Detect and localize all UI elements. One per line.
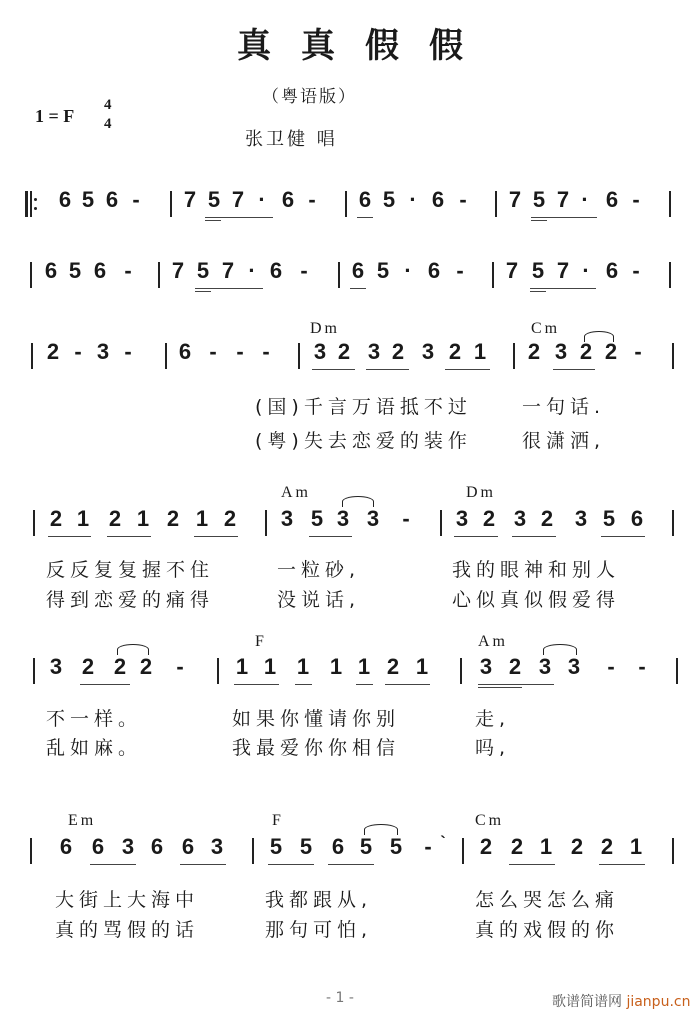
repeat-start-sign xyxy=(25,191,35,217)
note: 5 xyxy=(299,834,313,859)
page-number: - 1 - xyxy=(326,990,354,1006)
chord-label: Em xyxy=(68,812,97,829)
underline xyxy=(80,684,130,685)
note: 1 xyxy=(415,654,429,679)
note: 5 xyxy=(68,258,82,283)
dot: · xyxy=(581,187,589,212)
note: 1 xyxy=(357,654,371,679)
note: 6 xyxy=(59,834,73,859)
note: 2 xyxy=(510,834,524,859)
note: 6 xyxy=(351,258,365,283)
note: 5 xyxy=(269,834,283,859)
tie-slur xyxy=(117,644,149,655)
barline xyxy=(440,510,442,536)
note: 3 xyxy=(49,654,63,679)
tie-slur xyxy=(342,496,374,507)
singer-credit: 张卫健 唱 xyxy=(245,129,338,150)
note: 2 xyxy=(391,339,405,364)
dot: · xyxy=(248,258,256,283)
note: 1 xyxy=(296,654,310,679)
barline xyxy=(345,191,347,217)
barline xyxy=(338,262,340,288)
note: 5 xyxy=(532,187,546,212)
dash: - xyxy=(308,187,316,212)
note: 2 xyxy=(540,506,554,531)
underline xyxy=(512,536,556,537)
note: 3 xyxy=(554,339,568,364)
note: 5 xyxy=(310,506,324,531)
dash: - xyxy=(456,258,464,283)
key-signature: 1 = F xyxy=(35,106,75,126)
lyric-line: 我的眼神和别人 xyxy=(452,559,621,581)
note: 7 xyxy=(183,187,197,212)
watermark-url: jianpu.cn xyxy=(626,994,691,1010)
barline xyxy=(33,510,35,536)
lyric-line: 反反复复握不住 xyxy=(46,559,215,581)
lyric-line: 大街上大海中 xyxy=(55,889,200,911)
dash: - xyxy=(424,834,432,859)
chord-label: Am xyxy=(478,633,508,650)
note: 7 xyxy=(556,187,570,212)
underline xyxy=(309,536,352,537)
underline xyxy=(90,864,136,865)
note: 6 xyxy=(91,834,105,859)
underline xyxy=(531,220,547,221)
dash: - xyxy=(634,339,642,364)
note: 6 xyxy=(181,834,195,859)
note: 3 xyxy=(280,506,294,531)
note: 7 xyxy=(508,187,522,212)
note: 6 xyxy=(150,834,164,859)
note: 6 xyxy=(58,187,72,212)
note: 3 xyxy=(538,654,552,679)
note: 2 xyxy=(482,506,496,531)
lyric-line: 我最爱你你相信 xyxy=(232,737,401,759)
breath-mark: ` xyxy=(440,834,446,851)
note: 3 xyxy=(121,834,135,859)
note: 2 xyxy=(527,339,541,364)
note: 6 xyxy=(605,187,619,212)
note: 5 xyxy=(359,834,373,859)
note: 3 xyxy=(567,654,581,679)
dash: - xyxy=(236,339,244,364)
lyric-line: 如果你懂请你别 xyxy=(232,708,401,730)
note: 7 xyxy=(221,258,235,283)
lyric-line: 那句可怕, xyxy=(265,919,373,941)
note: 5 xyxy=(207,187,221,212)
note: 7 xyxy=(231,187,245,212)
dash: - xyxy=(459,187,467,212)
note: 6 xyxy=(630,506,644,531)
dash: - xyxy=(402,506,410,531)
note: 2 xyxy=(508,654,522,679)
dash: - xyxy=(607,654,615,679)
underline xyxy=(531,217,597,218)
dash: - xyxy=(124,258,132,283)
lyric-line: (粤)失去恋爱的装作 xyxy=(255,430,472,452)
score-row-4 xyxy=(0,504,700,544)
note: 6 xyxy=(281,187,295,212)
note: 5 xyxy=(196,258,210,283)
note: 6 xyxy=(431,187,445,212)
note: 5 xyxy=(81,187,95,212)
note: 7 xyxy=(505,258,519,283)
chord-label: F xyxy=(272,812,284,829)
time-bottom: 4 xyxy=(104,116,112,132)
lyric-line: 乱如麻。 xyxy=(46,737,143,759)
underline xyxy=(509,864,555,865)
underline xyxy=(445,369,490,370)
note: 1 xyxy=(539,834,553,859)
note: 2 xyxy=(139,654,153,679)
underline xyxy=(530,288,596,289)
lyric-line: 怎么哭怎么痛 xyxy=(475,889,620,911)
tie-slur xyxy=(364,824,398,835)
note: 3 xyxy=(336,506,350,531)
lyric-line: 真的骂假的话 xyxy=(55,919,200,941)
note: 3 xyxy=(96,339,110,364)
lyric-line: 心似真似假爱得 xyxy=(452,589,621,611)
dash: - xyxy=(632,187,640,212)
watermark xyxy=(552,991,690,1011)
underline xyxy=(366,369,409,370)
note: 2 xyxy=(604,339,618,364)
underline xyxy=(350,288,366,289)
barline xyxy=(492,262,494,288)
barline xyxy=(676,658,678,684)
note: 3 xyxy=(313,339,327,364)
barline xyxy=(298,343,300,369)
note: 2 xyxy=(579,339,593,364)
tie-slur xyxy=(543,644,577,655)
dot: · xyxy=(258,187,266,212)
note: 1 xyxy=(329,654,343,679)
note: 2 xyxy=(386,654,400,679)
underline xyxy=(234,684,279,685)
note: 5 xyxy=(389,834,403,859)
dash: - xyxy=(176,654,184,679)
lyric-line: 吗, xyxy=(475,737,511,759)
dash: - xyxy=(638,654,646,679)
dash: - xyxy=(209,339,217,364)
note: 6 xyxy=(427,258,441,283)
chord-label: F xyxy=(255,633,267,650)
note: 6 xyxy=(269,258,283,283)
note: 1 xyxy=(195,506,209,531)
dash: - xyxy=(262,339,270,364)
note: 1 xyxy=(136,506,150,531)
dash: - xyxy=(124,339,132,364)
note: 5 xyxy=(376,258,390,283)
score-row-3 xyxy=(0,337,700,377)
note: 1 xyxy=(76,506,90,531)
note: 2 xyxy=(108,506,122,531)
note: 3 xyxy=(574,506,588,531)
underline xyxy=(601,536,645,537)
barline xyxy=(217,658,219,684)
underline xyxy=(107,536,151,537)
chord-label: Dm xyxy=(310,320,340,337)
note: 2 xyxy=(49,506,63,531)
note: 6 xyxy=(178,339,192,364)
underline xyxy=(478,687,522,688)
barline xyxy=(669,191,671,217)
note: 6 xyxy=(44,258,58,283)
score-row-1 xyxy=(0,185,700,225)
underline xyxy=(385,684,430,685)
underline xyxy=(180,864,226,865)
barline xyxy=(462,838,464,864)
underline xyxy=(478,684,554,685)
barline xyxy=(495,191,497,217)
note: 2 xyxy=(448,339,462,364)
note: 7 xyxy=(556,258,570,283)
lyric-line: 我都跟从, xyxy=(265,889,373,911)
underline xyxy=(205,220,221,221)
note: 5 xyxy=(602,506,616,531)
barline xyxy=(33,658,35,684)
note: 2 xyxy=(46,339,60,364)
dash: - xyxy=(132,187,140,212)
lyric-line: 得到恋爱的痛得 xyxy=(46,589,215,611)
chord-label: Dm xyxy=(466,484,496,501)
note: 2 xyxy=(570,834,584,859)
underline xyxy=(295,684,312,685)
underline xyxy=(454,536,498,537)
underline xyxy=(356,684,373,685)
chord-label: Cm xyxy=(531,320,561,337)
note: 5 xyxy=(382,187,396,212)
underline xyxy=(48,536,91,537)
note: 5 xyxy=(531,258,545,283)
time-signature xyxy=(104,96,112,134)
underline xyxy=(328,864,374,865)
note: 1 xyxy=(629,834,643,859)
note: 3 xyxy=(210,834,224,859)
note: 1 xyxy=(235,654,249,679)
note: 3 xyxy=(366,506,380,531)
lyric-line: 一句话. xyxy=(522,396,606,418)
tie-slur xyxy=(584,331,614,342)
barline xyxy=(158,262,160,288)
note: 3 xyxy=(513,506,527,531)
dot: · xyxy=(582,258,590,283)
barline xyxy=(672,838,674,864)
lyric-line: 很潇洒, xyxy=(522,430,606,452)
barline xyxy=(31,343,33,369)
note: 2 xyxy=(113,654,127,679)
lyric-line: 没说话, xyxy=(277,589,361,611)
barline xyxy=(30,262,32,288)
barline xyxy=(170,191,172,217)
underline xyxy=(312,369,355,370)
note: 2 xyxy=(81,654,95,679)
lyric-line: 走, xyxy=(475,708,511,730)
dash: - xyxy=(300,258,308,283)
lyric-line: 真的戏假的你 xyxy=(475,919,620,941)
note: 2 xyxy=(223,506,237,531)
note: 3 xyxy=(455,506,469,531)
score-row-6 xyxy=(0,832,700,872)
lyric-line: 一粒砂, xyxy=(277,559,361,581)
underline xyxy=(205,217,273,218)
barline xyxy=(672,510,674,536)
barline xyxy=(165,343,167,369)
dash: - xyxy=(632,258,640,283)
barline xyxy=(460,658,462,684)
barline xyxy=(672,343,674,369)
note: 3 xyxy=(367,339,381,364)
underline xyxy=(195,288,263,289)
note: 2 xyxy=(166,506,180,531)
lyric-line: (国)千言万语抵不过 xyxy=(255,396,472,418)
underline xyxy=(195,291,211,292)
dash: - xyxy=(74,339,82,364)
note: 2 xyxy=(337,339,351,364)
barline xyxy=(513,343,515,369)
underline xyxy=(357,217,373,218)
note: 1 xyxy=(263,654,277,679)
chord-label: Cm xyxy=(475,812,505,829)
dot: · xyxy=(409,187,417,212)
note: 6 xyxy=(105,187,119,212)
note: 3 xyxy=(421,339,435,364)
note: 1 xyxy=(473,339,487,364)
chord-label: Am xyxy=(281,484,311,501)
time-top: 4 xyxy=(104,97,112,113)
score-row-5 xyxy=(0,652,700,692)
note: 2 xyxy=(479,834,493,859)
note: 6 xyxy=(331,834,345,859)
note: 7 xyxy=(171,258,185,283)
note: 6 xyxy=(605,258,619,283)
version-subtitle: （粤语版） xyxy=(262,87,357,107)
note: 2 xyxy=(600,834,614,859)
underline xyxy=(194,536,238,537)
underline xyxy=(553,369,595,370)
note: 6 xyxy=(358,187,372,212)
note: 6 xyxy=(93,258,107,283)
lyric-line: 不一样。 xyxy=(46,708,143,730)
score-row-2 xyxy=(0,256,700,296)
underline xyxy=(599,864,645,865)
barline xyxy=(30,838,32,864)
dot: · xyxy=(404,258,412,283)
watermark-site-name: 歌谱简谱网 xyxy=(552,994,622,1010)
barline xyxy=(669,262,671,288)
barline xyxy=(265,510,267,536)
barline xyxy=(252,838,254,864)
note: 3 xyxy=(479,654,493,679)
song-title: 真真假假 xyxy=(237,26,493,66)
underline xyxy=(530,291,546,292)
underline xyxy=(268,864,314,865)
